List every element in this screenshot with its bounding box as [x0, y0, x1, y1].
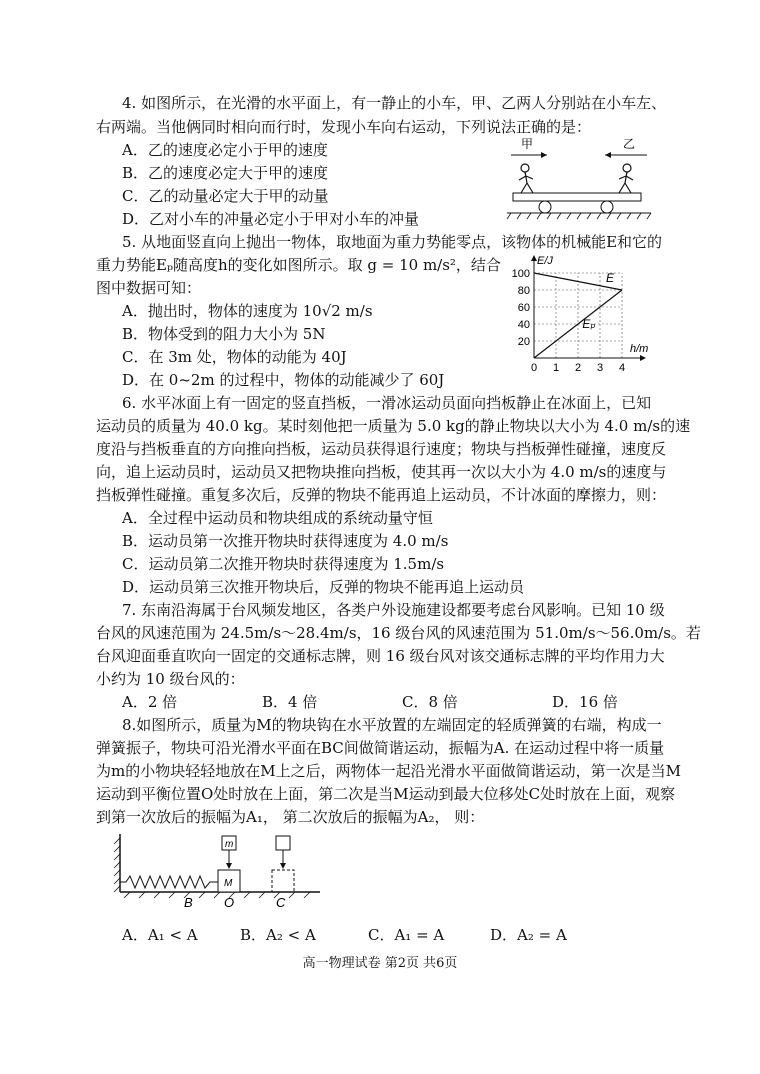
- q6-line5: 挡板弹性碰撞。重复多次后，反弹的物块不能再追上运动员，不计冰面的摩擦力，则：: [96, 486, 667, 504]
- q7-option-b: B．4 倍: [262, 693, 318, 711]
- q5-option-b: B．物体受到的阻力大小为 5N: [122, 325, 326, 343]
- q8-option-d: D．A₂ = A: [490, 926, 567, 944]
- q6-line2: 运动员的质量为 40.0 kg。某时刻他把一质量为 5.0 kg的静止物块以大小为 4.0 m/s的速: [96, 417, 691, 435]
- arrow-m-second-head: [280, 863, 286, 869]
- series-label-1: Eₚ: [582, 317, 596, 331]
- person-jia-icon: [519, 164, 533, 193]
- x-tick-0: 0: [530, 362, 538, 374]
- fig-label-C: C: [276, 895, 286, 910]
- x-tick-1: 1: [552, 362, 560, 374]
- cart-wheel-left: [539, 201, 551, 213]
- q8-line5: 到第一次放后的振幅为A₁， 第二次放后的振幅为A₂， 则：: [96, 808, 485, 826]
- y-axis-label: E/J: [537, 255, 553, 267]
- q5-option-a: A．抛出时，物体的速度为 10√2 m/s: [122, 302, 373, 320]
- block-m-second: [276, 836, 290, 850]
- x-axis-label: h/m: [630, 343, 649, 355]
- x-tick-2: 2: [574, 362, 582, 374]
- x-tick-3: 3: [596, 362, 604, 374]
- q7-line4: 小约为 10 级台风的：: [96, 670, 245, 688]
- q8-option-a: A．A₁ < A: [122, 926, 198, 944]
- arrow-jia-head: [541, 152, 547, 158]
- fig-label-O: O: [224, 895, 235, 910]
- q4-option-b: B．乙的速度必定大于甲的速度: [122, 164, 329, 182]
- cart-wheel-right: [601, 201, 613, 213]
- y-tick-80: 80: [517, 285, 530, 297]
- fig-label-B: B: [184, 895, 193, 910]
- q4-stem-line2: 右两端。当他俩同时相向而行时，发现小车向右运动，下列说法正确的是：: [96, 118, 592, 136]
- q4-option-d: D．乙对小车的冲量必定小于甲对小车的冲量: [122, 210, 420, 228]
- y-tick-20: 20: [517, 336, 530, 348]
- q5-stem-line1: 5. 从地面竖直向上抛出一物体，取地面为重力势能零点，该物体的机械能E和它的: [122, 233, 663, 251]
- q8-line3: 为m的小物块轻轻地放在M上之后，两物体一起沿光滑水平面做简谐运动，第一次是当M: [96, 762, 681, 780]
- fig-label-m: m: [225, 839, 234, 850]
- q7-line2: 台风的风速范围为 24.5m/s～28.4m/s，16 级台风的风速范围为 51.0m/s～56.0m/s。若: [96, 624, 701, 642]
- q8-line4: 运动到平衡位置O处时放在上面，第二次是当M运动到最大位移处C处时放在上面，观察: [96, 785, 676, 803]
- arrow-yi-head: [605, 152, 611, 158]
- x-axis-arrow: [640, 355, 646, 361]
- q4-cart-figure: [505, 135, 655, 225]
- fig-label-M: M: [224, 878, 233, 889]
- q6-option-a: A．全过程中运动员和物块组成的系统动量守恒: [122, 509, 433, 527]
- x-tick-4: 4: [618, 362, 626, 374]
- q5-option-d: D．在 0~2m 的过程中，物体的动能减少了 60J: [122, 371, 445, 389]
- series-label-0: E: [606, 271, 615, 285]
- y-tick-100: 100: [511, 268, 530, 280]
- q6-line4: 向，追上运动员时，运动员又把物块推向挡板，使其再一次以大小为 4.0 m/s的速度与: [96, 463, 667, 481]
- y-tick-40: 40: [517, 319, 530, 331]
- q6-line3: 度沿与挡板垂直的方向推向挡板，运动员获得退行速度；物块与挡板弹性碰撞，速度反: [96, 440, 667, 458]
- q6-line1: 6. 水平冰面上有一固定的竖直挡板，一滑冰运动员面向挡板静止在冰面上，已知: [122, 394, 652, 412]
- q7-option-c: C．8 倍: [402, 693, 458, 711]
- q8-line1: 8.如图所示，质量为M的物块钩在水平放置的左端固定的轻质弹簧的右端，构成一: [122, 716, 662, 734]
- arrow-m-head: [226, 863, 232, 869]
- q8-option-c: C．A₁ = A: [368, 926, 445, 944]
- q4-option-c: C．乙的动量必定大于甲的动量: [122, 187, 329, 205]
- fig-label-jia: 甲: [521, 137, 534, 151]
- page-footer: 高一物理试卷 第2页 共6页: [302, 956, 458, 971]
- q6-option-b: B．运动员第一次推开物块时获得速度为 4.0 m/s: [122, 532, 449, 550]
- fig-label-yi: 乙: [623, 137, 636, 151]
- q7-line3: 台风迎面垂直吹向一固定的交通标志牌，则 16 级台风对该交通标志牌的平均作用力大: [96, 647, 665, 665]
- spring: [120, 876, 218, 888]
- y-tick-60: 60: [517, 302, 530, 314]
- person-yi-icon: [619, 164, 633, 193]
- q7-option-d: D．16 倍: [552, 693, 618, 711]
- q7-option-a: A．2 倍: [122, 693, 178, 711]
- q6-option-d: D．运动员第三次推开物块后，反弹的物块不能再追上运动员: [122, 578, 525, 596]
- q4-option-a: A．乙的速度必定小于甲的速度: [122, 141, 328, 159]
- wall-hatch: [114, 838, 120, 892]
- ground-hatch: [507, 213, 651, 219]
- q5-option-c: C．在 3m 处，物体的动能为 40J: [122, 348, 347, 366]
- cart-board: [513, 193, 641, 201]
- q5-stem-line3: 图中数据可知：: [96, 279, 202, 297]
- q6-option-c: C．运动员第二次推开物块时获得速度为 1.5m/s: [122, 555, 445, 573]
- block-M-at-C: [272, 870, 294, 892]
- q7-line1: 7. 东南沿海属于台风频发地区，各类户外设施建设都要考虑台风影响。已知 10 级: [122, 601, 665, 619]
- q8-spring-figure: [110, 830, 330, 910]
- q5-energy-chart: [500, 255, 660, 380]
- q8-option-b: B．A₂ < A: [240, 926, 316, 944]
- q5-stem-line2: 重力势能Eₚ随高度h的变化如图所示。取 g = 10 m/s²，结合: [96, 256, 501, 274]
- q4-stem-line1: 4. 如图所示，在光滑的水平面上，有一静止的小车，甲、乙两人分别站在小车左、: [122, 94, 667, 112]
- q8-line2: 弹簧振子，物块可沿光滑水平面在BC间做简谐运动，振幅为A. 在运动过程中将一质量: [96, 739, 665, 757]
